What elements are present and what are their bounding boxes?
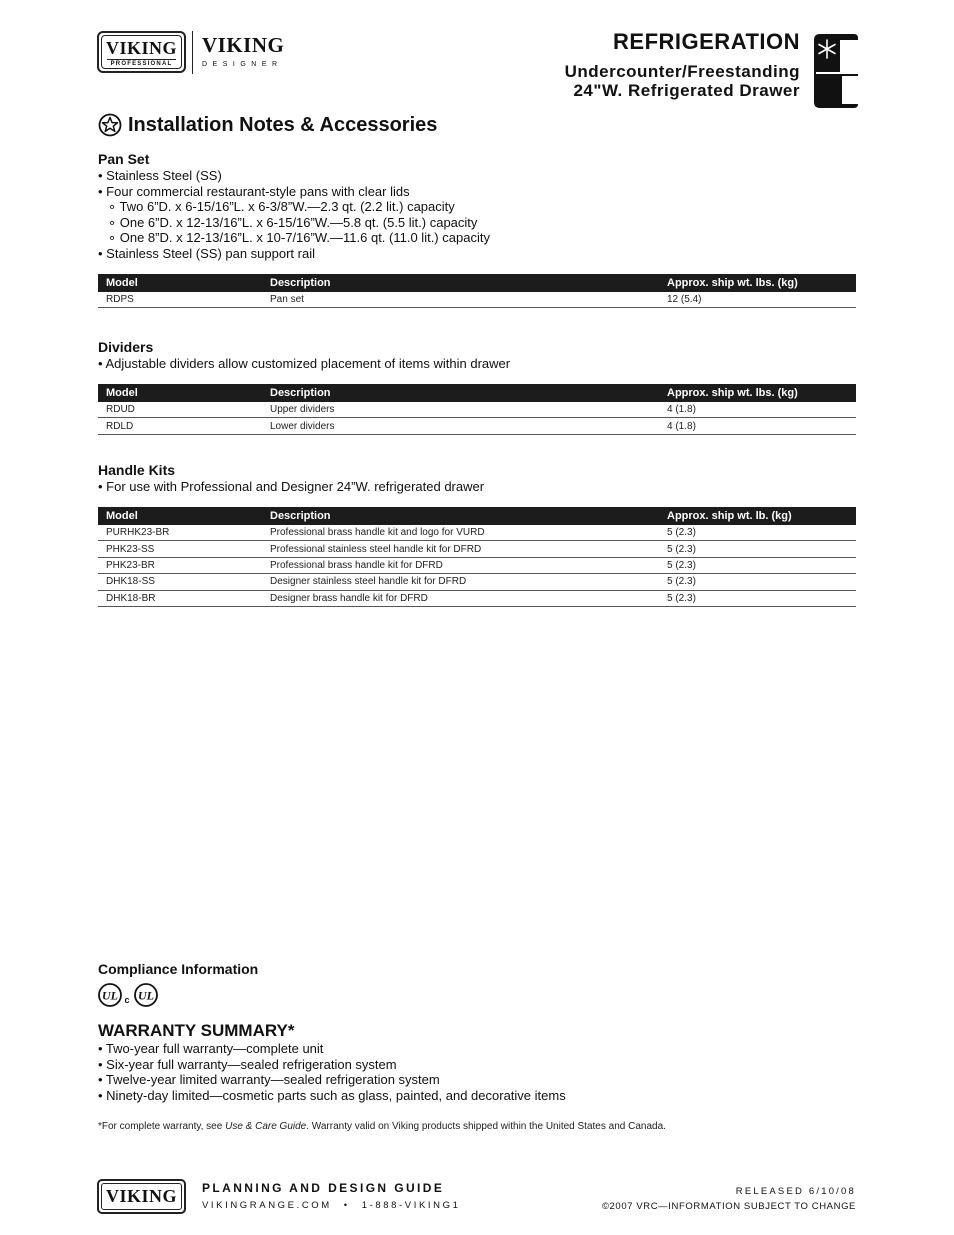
table-cell-description: Professional stainless steel handle kit for DFRD xyxy=(262,541,659,557)
table-cell-weight: 5 (2.3) xyxy=(659,557,856,573)
dividers-section xyxy=(98,339,856,435)
compliance-heading: Compliance Information xyxy=(98,961,259,977)
list-item: • Two-year full warranty—complete unit xyxy=(98,1041,324,1056)
logo-professional-brand: VIKING xyxy=(105,37,177,58)
table-cell-weight: 5 (2.3) xyxy=(659,574,856,590)
pan-set-table xyxy=(98,274,856,309)
table-cell-model: PURHK23-BR xyxy=(98,525,262,541)
dividers-table xyxy=(98,384,856,435)
footer-released: RELEASED 6/10/08 xyxy=(735,1186,856,1197)
list-item: • For use with Professional and Designer 24”W. refrigerated drawer xyxy=(98,479,485,494)
page-subtitle-line1: Undercounter/Freestanding xyxy=(564,62,800,81)
table-row xyxy=(98,557,856,573)
logo-designer-sub: DESIGNER xyxy=(202,61,283,68)
footer-logo-brand: VIKING xyxy=(101,1183,182,1210)
compliance-section xyxy=(98,961,856,1013)
table-header-row xyxy=(98,384,856,402)
viking-professional-logo xyxy=(97,31,186,73)
list-item: • Adjustable dividers allow customized placement of items within drawer xyxy=(98,356,511,371)
logo-professional-sub: PROFESSIONAL xyxy=(107,59,177,67)
ul-cul-certification-icon xyxy=(98,982,160,1008)
warranty-heading: WARRANTY SUMMARY* xyxy=(98,1021,295,1040)
page-subtitle-line2: 24"W. Refrigerated Drawer xyxy=(573,81,800,100)
footer-viking-logo xyxy=(97,1179,186,1214)
warranty-footnote xyxy=(98,1121,856,1132)
c-mark: c xyxy=(124,995,130,1005)
table-cell-weight: 5 (2.3) xyxy=(659,525,856,541)
handle-kits-heading: Handle Kits xyxy=(98,462,176,478)
table-header-weight: Approx. ship wt. lbs. (kg) xyxy=(659,274,856,292)
table-row xyxy=(98,590,856,606)
list-item: • Ninety-day limited—cosmetic parts such as glass, painted, and decorative items xyxy=(98,1087,566,1103)
table-cell-model: DHK18-BR xyxy=(98,590,262,606)
table-row xyxy=(98,541,856,557)
table-cell-model: RDLD xyxy=(98,418,262,434)
table-cell-weight: 4 (1.8) xyxy=(659,418,856,434)
table-row xyxy=(98,418,856,434)
list-item: ∘ One 8”D. x 12-13/16”L. x 10-7/16”W.—11.6 qt. (11.0 lit.) capacity xyxy=(108,230,490,246)
table-header-model: Model xyxy=(98,274,262,292)
warranty-section xyxy=(98,1021,856,1132)
list-item: ∘ One 6”D. x 12-13/16”L. x 6-15/16”W.—5.8 qt. (5.5 lit.) capacity xyxy=(108,214,478,230)
table-cell-description: Pan set xyxy=(262,292,659,308)
footer-copyright: ©2007 VRC—INFORMATION SUBJECT TO CHANGE xyxy=(601,1201,856,1212)
pan-set-heading: Pan Set xyxy=(98,151,150,167)
table-header-model: Model xyxy=(98,507,262,525)
footer-guide-title: PLANNING AND DESIGN GUIDE xyxy=(202,1181,445,1195)
list-item: • Six-year full warranty—sealed refrigeration system xyxy=(98,1056,397,1072)
table-cell-description: Designer stainless steel handle kit for DFRD xyxy=(262,574,659,590)
table-cell-weight: 4 (1.8) xyxy=(659,402,856,418)
footnote-guide-title: Use & Care Guide xyxy=(225,1121,307,1133)
dividers-heading: Dividers xyxy=(98,339,154,355)
list-item: • Stainless Steel (SS) pan support rail xyxy=(98,245,315,261)
section-title-text: Installation Notes & Accessories xyxy=(128,113,438,136)
viking-designer-logo xyxy=(202,33,284,68)
table-cell-description: Upper dividers xyxy=(262,402,659,418)
table-cell-model: PHK23-BR xyxy=(98,557,262,573)
logo-designer-brand: VIKING xyxy=(202,33,285,57)
footer-contact xyxy=(202,1200,460,1211)
star-circle-icon xyxy=(98,113,122,137)
handle-kits-section xyxy=(98,462,856,607)
table-header-description: Description xyxy=(262,384,659,402)
table-cell-weight: 5 (2.3) xyxy=(659,541,856,557)
list-item: • Four commercial restaurant-style pans with clear lids xyxy=(98,183,410,199)
table-row xyxy=(98,292,856,308)
ul-mark-left: UL xyxy=(102,988,118,1003)
footer-separator: • xyxy=(343,1200,350,1211)
page-subtitle xyxy=(565,62,800,100)
table-cell-description: Professional brass handle kit for DFRD xyxy=(262,557,659,573)
pan-set-section xyxy=(98,151,856,308)
table-cell-model: PHK23-SS xyxy=(98,541,262,557)
table-header-description: Description xyxy=(262,274,659,292)
table-cell-weight: 5 (2.3) xyxy=(659,590,856,606)
ul-mark-right: UL xyxy=(138,988,154,1003)
table-header-description: Description xyxy=(262,507,659,525)
table-header-model: Model xyxy=(98,384,262,402)
footnote-prefix: *For complete warranty, see xyxy=(98,1121,226,1133)
table-header-row xyxy=(98,507,856,525)
table-header-row xyxy=(98,274,856,292)
list-item: • Twelve-year limited warranty—sealed refrigeration system xyxy=(98,1072,440,1088)
table-cell-model: DHK18-SS xyxy=(98,574,262,590)
footer-phone: 1-888-VIKING1 xyxy=(361,1200,461,1211)
page-title: REFRIGERATION xyxy=(613,29,800,54)
table-cell-description: Designer brass handle kit for DFRD xyxy=(262,590,659,606)
section-heading xyxy=(98,113,437,137)
table-row xyxy=(98,402,856,418)
table-cell-model: RDPS xyxy=(98,292,262,308)
refrigerator-snowflake-icon xyxy=(814,34,858,108)
table-cell-model: RDUD xyxy=(98,402,262,418)
table-row xyxy=(98,574,856,590)
table-header-weight: Approx. ship wt. lbs. (kg) xyxy=(659,384,856,402)
handle-kits-table xyxy=(98,507,856,607)
list-item: • Stainless Steel (SS) xyxy=(98,168,222,183)
table-header-weight: Approx. ship wt. lb. (kg) xyxy=(659,507,856,525)
table-cell-description: Lower dividers xyxy=(262,418,659,434)
table-cell-weight: 12 (5.4) xyxy=(659,292,856,308)
table-row xyxy=(98,525,856,541)
table-cell-description: Professional brass handle kit and logo for VURD xyxy=(262,525,659,541)
list-item: ∘ Two 6”D. x 6-15/16”L. x 6-3/8”W.—2.3 qt. (2.2 lit.) capacity xyxy=(108,199,455,215)
footnote-suffix: . Warranty valid on Viking products shipped within the United States and Canada. xyxy=(306,1121,666,1133)
logo-divider xyxy=(192,31,193,74)
footer-website: VIKINGRANGE.COM xyxy=(202,1200,332,1211)
